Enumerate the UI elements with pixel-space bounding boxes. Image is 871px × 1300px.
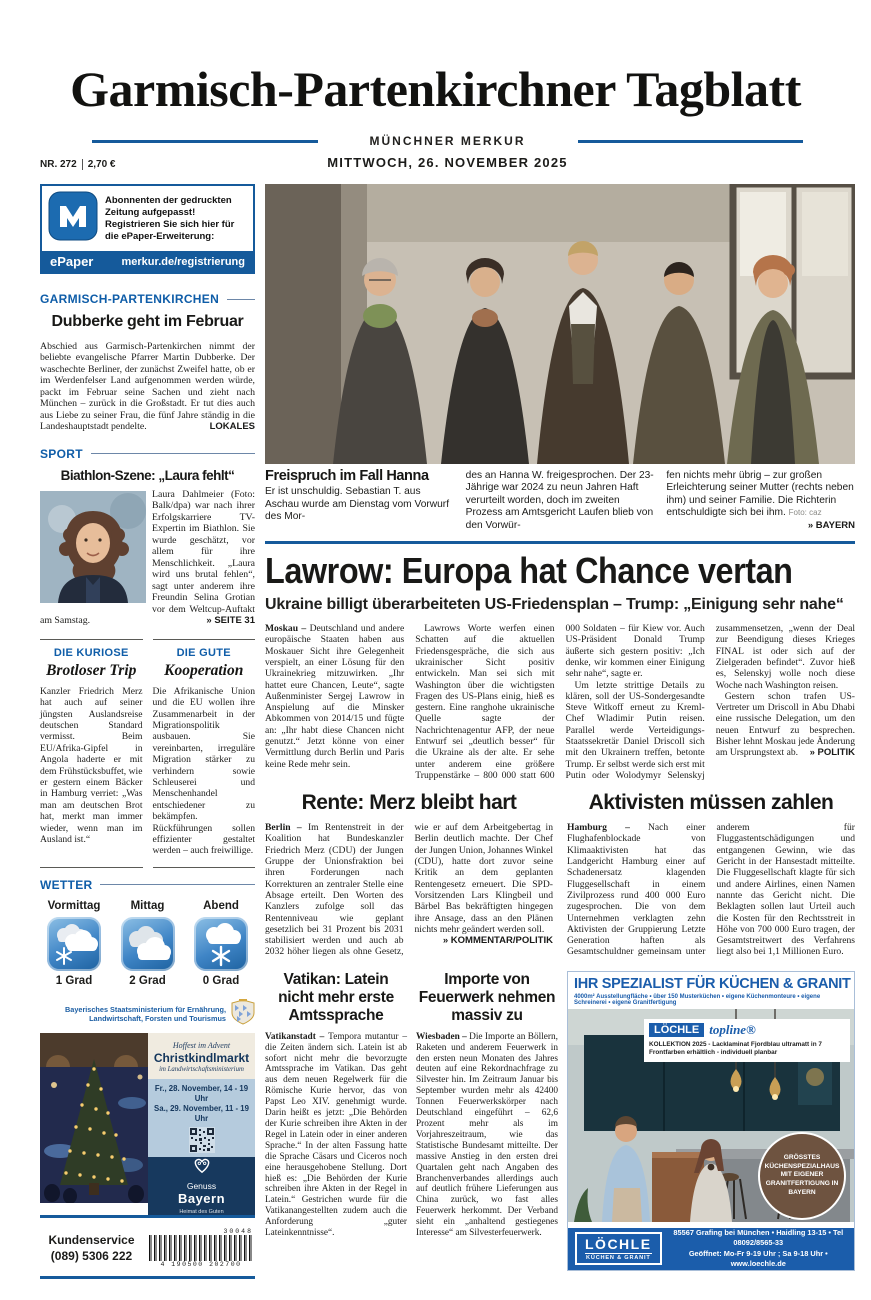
kitchen-ad-address: 85567 Grafing bei München • Haidling 13-15 • Tel 08092/8565-33 [673, 1227, 844, 1248]
photo-caption [265, 470, 855, 532]
masthead-rule-right [578, 140, 804, 143]
section-label-garmisch: GARMISCH-PARTENKIRCHEN [40, 292, 255, 306]
lead-story [265, 550, 855, 781]
kitchen-ad-subtitle: 4000m² Ausstellungfläche • über 150 Musterküchen • eigene Küchenmonteure • eigene Schreinerei • eigene Granitfertigung [574, 993, 821, 1006]
gute-teaser [153, 639, 256, 868]
section-ref-lokales: LOKALES [209, 421, 255, 433]
epaper-app-name: ePaper [50, 254, 94, 269]
service-phone: (089) 5306 222 [50, 1248, 133, 1263]
sport-teaser-body: Laura Dahlmeier (Foto: Balk/dpa) war nach ihrer Erfolgskarriere TV-Expertin im Biathlon. Sie wurde geschätzt, vor allem für ihre Menschlichkeit. „Laura wird uns brutal fehlen“, sagt unter anderem ihre Freundin Selina Grotian vor dem Weltcup-Auftakt am Samstag. » SEITE 31 [40, 488, 255, 627]
weather-morning: Vormittag 1 Grad [47, 899, 101, 987]
loechle-chip: LÖCHLE [649, 1023, 704, 1037]
section-ref-bayern: » BAYERN [807, 519, 856, 531]
feuerwerk-headline: Importe von Feuerwerk nehmen massiv zu [418, 970, 556, 1024]
caption-headline: Freispruch im Fall Hanna [265, 468, 429, 484]
rente-body: Berlin – Im Rentenstreit in der Koalition hat Bundeskanzler Friedrich Merz (CDU) der Jungen Gruppe der Unionsfraktion bei ihren Forderungen nach Korrekturen an zentraler Stelle eine Absage erteilt. Den Worten des Kanzlers zufolge soll das Rentenniveau wie geplant gesetzlich bei 31 Prozent bis 2031 stabilisiert werden und auch ab 2032 höher liegen als ohne Gesetz, wie er auf dem Arbeitgebertag in Berlin deutlich machte. Der Chef der Jungen Union, Johannes Winkel (CDU), hatte dort zuvor seine Kritik an dem geplanten Rentengesetz erneuert. Die SPD-Vorsitzenden Lars Klingbeil und Bärbel Bas bekräftigten hingegen ihre Ansage, dass an den Plänen nichts mehr geändert werden soll. » KOMMENTAR/POLITIK [265, 822, 553, 958]
granit-badge: GRÖSSTES KÜCHENSPEZIALHAUS MIT EIGENER GRANITFERTIGUNG IN BAYERN [758, 1132, 846, 1220]
caption-column-1: Freispruch im Fall Hanna Er ist unschuldig. Sebastian T. aus Aschau wurde am Dienstag vom Vorwurf des Mor- [265, 470, 454, 532]
customer-service-strip [40, 1215, 255, 1279]
ad-subtitle: im Landwirtschaftsministerium [159, 1065, 244, 1073]
ad-title: Christkindlmarkt [153, 1050, 250, 1065]
dateline: Moskau – [265, 623, 310, 635]
kuriose-teaser [40, 639, 143, 868]
collection-text: KOLLEKTION 2025 - Lacklaminat Fjordblau ultramatt in 7 Frontfarben erhältlich - individuell planbar [649, 1040, 822, 1057]
weather-widget [40, 878, 255, 989]
kitchen-ad-hours[interactable]: Geöffnet: Mo-Fr 9-19 Uhr ; Sa 9-18 Uhr • www.loechle.de [688, 1248, 828, 1269]
lead-headline: Lawrow: Europa hat Chance vertan [265, 550, 793, 592]
brand-genuss: Genuss [186, 1180, 217, 1191]
local-teaser [40, 292, 255, 433]
masthead [0, 0, 871, 170]
sport-teaser-headline: Biathlon-Szene: „Laura fehlt“ [60, 467, 235, 483]
local-teaser-body: Abschied aus Garmisch-Partenkirchen nimmt der beliebte evangelische Pfarrer Martin Dubberke. Der waschechte Berliner, der zunächst Zweifel hatte, ob er im Werdenfelser Land aufgenommen werden würde, packt im Februar seine Sachen und zieht nach München – zurück in die Großstadt. Er tut dies auch aus Liebe zu seiner Frau, die fünf Jahre ständig in die Landeshauptstadt pendelte. LOKALES [40, 340, 255, 433]
kitchen-ad-footer [568, 1228, 854, 1270]
epaper-promo-box [40, 184, 255, 274]
loechle-kitchen-ad [567, 971, 855, 1271]
vatikan-story [265, 971, 407, 1300]
section-ref-politik: » POLITIK [809, 747, 855, 759]
barcode-number: 4 190500 202700 [160, 1260, 242, 1268]
service-label: Kundenservice [48, 1232, 135, 1247]
qr-code [189, 1127, 215, 1153]
snow-cloud-icon [194, 917, 248, 971]
issue-date: MITTWOCH, 26. NOVEMBER 2025 [327, 155, 568, 170]
rente-headline: Rente: Merz bleibt hart [301, 791, 517, 815]
aktivisten-story [567, 791, 855, 958]
edition-label: MÜNCHNER MERKUR [369, 134, 526, 148]
christkindl-title-panel [148, 1033, 255, 1079]
caption-column-2: des an Hanna W. freigesprochen. Der 23-Jährige war 2024 zu neun Jahren Haft verurteilt worden, doch im zweiten Prozess am Amtsgericht Laufen blieb von den Vorwür- [465, 470, 654, 531]
genuss-bayern-panel [148, 1157, 255, 1215]
aktivisten-body: Hamburg – Nach einer Flughafenblockade von Klimaaktivisten hat das Landgericht Hamburg einer auf Schadenersatz klagenden Fluggesellschaft in einem Zivilprozess rund 400 000 Euro zugesprochen. Die von dem Unternehmen verklagten zehn Aktivisten der Gruppierung Letzte Generation haften als Gesamtschuldner gemeinsam unter anderem für Fluggastentschädigungen und entgangenen Gewinn, wie das Gericht in der Hansestadt mitteilte. Die Fluggesellschaft klagte für sich und andere Airlines, einen Namen nannte das Gericht nicht. Die Beklagten sollen laut Urteil auch die Kosten für den Rechtsstreit in Höhe von 700 000 Euro tragen, der Gesamtstreitwert des Verfahrens liegt also bei 1,1 Millionen Euro. [567, 822, 855, 958]
section-label-sport: SPORT [40, 447, 255, 461]
weather-evening: Abend 0 Grad [189, 900, 253, 987]
kuriose-body: Kanzler Friedrich Merz hat auch auf seiner jüngsten Auslandsreise deutschen Standard vermisst. Beim EU/Afrika-Gipfel in Angola haderte er mit dem Frühstücksbuffet, wie er gestern einem Bäcker in Hamburg verriet: „Was man am deutschen Brot hat, merkt man immer wieder, wenn man im Ausland ist.“ [40, 685, 143, 846]
barcode [149, 1235, 253, 1261]
lead-body: Moskau – Deutschland und andere europäische Staaten haben aus Moskauer Sicht ihre Gelegenheit verspielt, an einer Lösung für den Ukrainekrieg mitzuwirken. „Ihr hattet eure Chancen, Leute“, sagte Außenminister Sergej Lawrow in Anspielung auf die Minsker Abkommen von 2014/15 und fügte an: „Ihr habt diese Chancen nicht genutzt.“ Jetzt könne von einer Vermittlung durch Berlin und Paris keine Rede mehr sein. Lawrows Worte werfen einen Schatten auf die aktuellen Friedensgespräche, die sich aus ukrainischer Sicht positiv entwickeln. Man sei sich mit Washington über die wichtigsten Fragen des US-Plans einig, hieß es gestern. Eine ranghohe ukrainische Quelle sagte der Nachrichtenagentur AFP, der neue Entwurf sei „deutlich besser“ für die Ukraine als der alte. Er sehe unter anderem eine größere Truppenstärke – 800 000 statt 600 000 Soldaten – für Kiew vor. Auch US-Präsident Donald Trump äußerte sich gestern positiv: „Ich denke, wir kommen einer Einigung sehr nahe“, sagte er. Um letzte strittige Details zu klären, soll der US-Sondergesandte Steve Witkoff erneut zu Kreml-Chef Wladimir Putin reisen. Parallel werde Verteidigungs-Staatssekretär Daniel Driscoll sich mit den Ukrainern treffen, betonte Trump. Er selbst werde sich erst mit Putin oder Wolodymyr Selenskyj zusammensetzen, „wenn der Deal zur Beendigung dieses Krieges FINAL ist oder sich auf der Zielgeraden befindet“. Zuvor hieß es, Selenskyj wolle noch diese Woche nach Washington reisen. Gestern schon trafen US-Vertreter um Driscoll in Abu Dhabi eine russische Delegation, um den neuen Entwurf zu besprechen. Bisher lehnt Moskau jede Änderung am Ursprungstext ab. » POLITIK [265, 623, 855, 781]
newspaper-title: Garmisch-Partenkirchner Tagblatt [70, 61, 801, 117]
section-ref-kommentar: » KOMMENTAR/POLITIK [442, 935, 553, 947]
section-label-gute: DIE GUTE [176, 646, 231, 659]
laura-dahlmeier-photo [40, 491, 146, 603]
feuerwerk-body: Wiesbaden – Die Importe an Böllern, Raketen und anderem Feuerwerk in den ersten neun Monaten des Jahres deuten auf eine Rekordnachfrage zu Silvester hin. Im Zeitraum Januar bis September wurden mehr als 42400 Tonnen Feuerwerkskörper nach Deutschland eingeführt – 62,6 Prozent mehr als im Vorjahreszeitraum, wie das Statistische Bundesamt mitteilte. Der massive Anstieg in den ersten drei Quartalen geht nach Angaben des Branchenverbandes allerdings auch auf deutlich frühere Lieferungen aus China zurück, wo fast alles Feuerwerk herkommt. Der Verband sieht ein „anhaltend gestiegenes Interesse“ am Silvesterfeuerwerk. [416, 1031, 559, 1239]
ad-date-1: Fr., 28. November, 14 - 19 Uhr [154, 1083, 249, 1103]
duo-teasers [40, 639, 255, 868]
divider [82, 159, 83, 170]
section-ref-seite31: » SEITE 31 [206, 615, 255, 627]
dateline: Hamburg – [567, 822, 648, 834]
epaper-registration-link[interactable]: merkur.de/registrierung [121, 255, 245, 268]
barcode-code: 30048 [223, 1227, 253, 1235]
christkindl-dates-panel [148, 1079, 255, 1157]
aktivisten-headline: Aktivisten müssen zahlen [588, 791, 834, 815]
merkur-epaper-app-icon [48, 191, 98, 246]
dateline: Vatikanstadt – [265, 1031, 329, 1042]
price: 2,70 € [87, 159, 116, 170]
section-divider-rule [265, 541, 855, 544]
issue-number: NR. 272 [40, 159, 77, 170]
snow-cloud-icon [47, 917, 101, 971]
main-photo-courtroom [265, 184, 855, 464]
loechle-logo: LÖCHLE KÜCHEN & GRANIT [575, 1232, 662, 1265]
photo-credit: Foto: caz [788, 508, 822, 518]
rente-story [265, 791, 553, 958]
dateline: Berlin – [265, 822, 308, 834]
dateline: Wiesbaden – [416, 1031, 470, 1042]
feuerwerk-story [416, 971, 558, 1300]
gute-body: Die Afrikanische Union und die EU wollen ihre Zusammenarbeit in der Migrationspolitik ausbauen. Sie vereinbarten, irreguläre Migration stärker zu verhindern sowie Schleuserei und Menschenhandel entschiedener zu bekämpfen. Rückführungen sollen effizienter gestaltet werden – auch freiwillige. [152, 685, 255, 857]
bavaria-coat-of-arms-icon [231, 999, 255, 1030]
masthead-rule-left [92, 140, 318, 143]
kuriose-headline: Brotloser Trip [46, 661, 137, 679]
sport-teaser [40, 447, 255, 627]
date-band [40, 134, 855, 170]
epaper-message: Abonnenten der gedruckten Zeitung aufgepasst! Registrieren Sie sich hier für die ePaper-Erweiterung: [105, 194, 235, 242]
vatikan-body: Vatikanstadt – Tempora mutantur – die Zeiten ändern sich. Latein ist ab sofort nicht mehr die bevorzugte Amtssprache im Vatikan. Das geht aus dem neuen Regelwerk für die Römische Kurie hervor, das von Papst Leo XIV. genehmigt wurde. Darin heißt es jetzt: „Die Behörden der Kurie schreiben ihre Akten in der Regel in Latein oder in einer anderen Sprache.“ In der alten Fassung hatte die Sprache Cäsars und Ciceros noch eine herausgehobene Stellung. Dort hieß es: „Die Behörden der Kurie schreiben ihre Akten in der Regel in Latein.“ Gestrichen wurde für die Vatikanangestellten zudem auch die Anforderung „guter Lateinkenntnisse“. [265, 1031, 407, 1239]
weather-noon: Mittag 2 Grad [116, 900, 180, 987]
clouds-icon [121, 917, 175, 971]
kitchen-ad-title: IHR SPEZIALIST FÜR KÜCHEN & GRANIT [574, 975, 851, 992]
lead-subhead: Ukraine billigt überarbeiteten US-Friedensplan – Trump: „Einigung sehr nahe“ [265, 596, 844, 614]
collection-banner [644, 1019, 850, 1062]
christkindlmarkt-ad [40, 999, 255, 1215]
topline-brand: topline® [709, 1021, 756, 1037]
main-column [265, 184, 855, 1300]
brand-tagline: Heimat des Guten [179, 1208, 224, 1215]
brand-bayern: Bayern [177, 1190, 226, 1206]
ad-kicker: Hoffest im Advent [172, 1040, 231, 1050]
issue-price [40, 159, 116, 170]
christkindlmarkt-photo [40, 1033, 148, 1203]
caption-column-3: fen nichts mehr übrig – zur großen Erleichterung seiner Mutter (rechts neben ihm) und seiner Familie. Die Richterin entschuldigte sich bei ihm. Foto: caz » BAYERN [666, 470, 856, 531]
gute-headline: Kooperation [164, 661, 244, 679]
ad-date-2: Sa., 29. November, 11 - 19 Uhr [154, 1103, 249, 1123]
vatikan-headline: Vatikan: Latein nicht mehr erste Amtssprache [278, 970, 394, 1024]
section-label-kuriose: DIE KURIOSE [53, 646, 129, 659]
section-label-wetter: WETTER [40, 878, 255, 892]
genuss-bayern-heart-icon [192, 1157, 212, 1179]
local-teaser-headline: Dubberke geht im Februar [51, 313, 244, 330]
ministry-label: Bayerisches Staatsministerium für Ernährung, Landwirtschaft, Forsten und Tourismus [65, 1005, 226, 1024]
issue-barcode [149, 1228, 253, 1268]
left-column [40, 184, 255, 1300]
